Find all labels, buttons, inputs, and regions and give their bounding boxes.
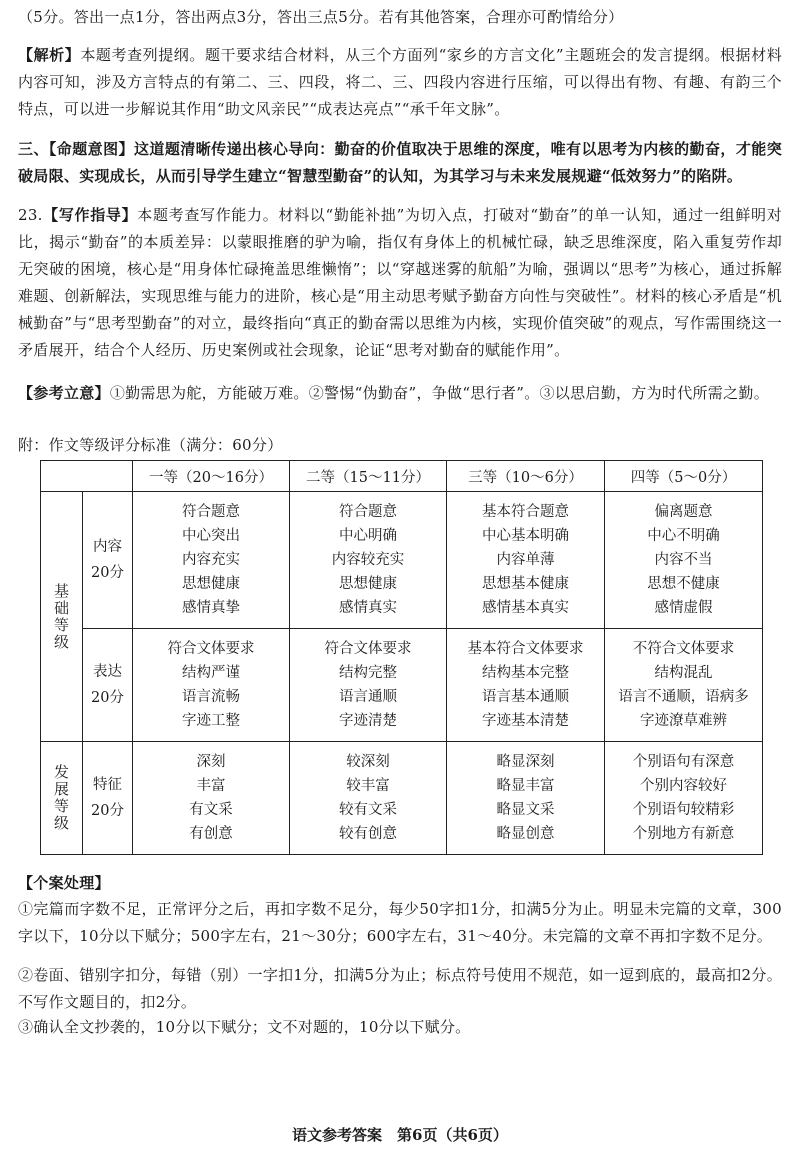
case-handling-title [18, 870, 782, 897]
group-dev-cell [41, 742, 83, 855]
intent-text: 这道题清晰传递出核心导向：勤奋的价值取决于思维的深度，唯有以思考为内核的勤奋，才能突破局限、实现成长，从而引导学生建立“智慧型勤奋”的认知，为其学习与未来发展规避“低效努力”的陷阱。 [18, 140, 782, 185]
criterion-line: 深刻 [196, 754, 226, 770]
content-grade-4 [605, 492, 763, 629]
q22-scoring-note [18, 4, 782, 31]
criterion-line: 思想基本健康 [482, 576, 569, 592]
appendix-text: 附：作文等级评分标准（满分：60分） [18, 436, 283, 454]
feature-score: 20分 [91, 803, 124, 819]
reference-text: ①勤需思为舵，方能破万难。②警惕“伪勤奋”，争做“思行者”。③以思启勤，方为时代所需之勤。 [109, 384, 769, 402]
case-rule-text: ①完篇而字数不足，正常评分之后，再扣字数不足分，每少50字扣1分，扣满5分为止。明显未完篇的文章，300字以下，10分以下赋分；500字左右，21～30分；600字左右，31～40分。未完篇的文章不再扣字数不足分。 [18, 900, 782, 945]
expression-grade-4 [605, 629, 763, 742]
header-grade-2: 二等（15～11分） [290, 461, 447, 492]
criterion-line: 个别内容较好 [640, 778, 727, 794]
criterion-line: 中心基本明确 [482, 528, 569, 544]
content-score: 20分 [91, 565, 124, 581]
content-row [41, 492, 763, 629]
criterion-line: 内容较充实 [331, 552, 405, 568]
case-rule-2 [18, 962, 782, 1016]
criterion-line: 结构混乱 [654, 665, 713, 681]
question-number: 23. [18, 206, 43, 224]
case-rule-text: ③确认全文抄袭的，10分以下赋分；文不对题的，10分以下赋分。 [18, 1018, 471, 1036]
criterion-line: 感情虚假 [654, 600, 713, 616]
feature-grade-4 [605, 742, 763, 855]
content-label: 内容 [93, 539, 122, 555]
criterion-line: 字迹基本清楚 [482, 713, 569, 729]
q23-writing-guide [18, 202, 782, 364]
content-grade-2 [290, 492, 447, 629]
criterion-line: 思想健康 [339, 576, 397, 592]
case-title-text: 【个案处理】 [18, 874, 110, 892]
grading-header-row [41, 461, 763, 492]
criterion-line: 字迹清楚 [339, 713, 397, 729]
criterion-line: 有创意 [189, 826, 233, 842]
feature-grade-1 [133, 742, 290, 855]
criterion-line: 略显创意 [496, 826, 555, 842]
criterion-line: 中心不明确 [647, 528, 720, 544]
criterion-line: 有文采 [189, 802, 233, 818]
criterion-line: 较有文采 [339, 802, 397, 818]
criterion-line: 个别语句较精彩 [632, 802, 735, 818]
reference-themes [18, 380, 782, 407]
criterion-line: 感情真挚 [182, 600, 240, 616]
header-grade-4: 四等（5～0分） [605, 461, 763, 492]
criterion-line: 中心明确 [339, 528, 397, 544]
expression-label-cell [83, 629, 133, 742]
case-rule-text: ②卷面、错别字扣分，每错（别）一字扣1分，扣满5分为止；标点符号使用不规范，如一逗到底的，最高扣2分。不写作文题目的，扣2分。 [18, 966, 782, 1011]
feature-label: 特征 [93, 777, 122, 793]
criterion-line: 符合题意 [182, 504, 240, 520]
content-grade-3 [447, 492, 605, 629]
criterion-line: 思想不健康 [647, 576, 720, 592]
criterion-line: 符合文体要求 [167, 641, 255, 657]
criterion-line: 较深刻 [346, 754, 390, 770]
content-label-cell [83, 492, 133, 629]
section-three-intent [18, 136, 782, 190]
appendix-title [18, 432, 782, 459]
criterion-line: 字迹工整 [182, 713, 240, 729]
criterion-line: 感情真实 [339, 600, 397, 616]
criterion-line: 感情基本真实 [482, 600, 569, 616]
expression-grade-1 [133, 629, 290, 742]
case-rule-1 [18, 896, 782, 950]
analysis-tag: 【解析】 [18, 46, 81, 64]
criterion-line: 结构基本完整 [482, 665, 569, 681]
header-blank-cell [41, 461, 133, 492]
group-basic-label: 基础等级 [52, 582, 70, 651]
feature-row [41, 742, 763, 855]
writing-guide-tag: 【写作指导】 [42, 206, 138, 224]
page-footer: 语文参考答案 第6页（共6页） [292, 1126, 508, 1144]
group-basic-cell [41, 492, 83, 742]
feature-grade-3 [447, 742, 605, 855]
criterion-line: 基本符合题意 [482, 504, 569, 520]
criterion-line: 内容单薄 [496, 552, 555, 568]
criterion-line: 内容不当 [654, 552, 713, 568]
criterion-line: 内容充实 [182, 552, 240, 568]
q22-scoring-text: （5分。答出一点1分，答出两点3分，答出三点5分。若有其他答案，合理亦可酌情给分） [18, 8, 624, 26]
criterion-line: 语言不通顺，语病多 [618, 689, 749, 705]
criterion-line: 语言流畅 [182, 689, 240, 705]
expression-label: 表达 [93, 664, 122, 680]
criterion-line: 较有创意 [339, 826, 397, 842]
header-grade-3: 三等（10～6分） [447, 461, 605, 492]
feature-grade-2 [290, 742, 447, 855]
reference-tag: 【参考立意】 [18, 384, 110, 402]
grading-table [40, 460, 763, 855]
expression-grade-2 [290, 629, 447, 742]
criterion-line: 语言通顺 [339, 689, 397, 705]
q22-analysis [18, 42, 782, 123]
criterion-line: 结构完整 [339, 665, 397, 681]
criterion-line: 字迹潦草难辨 [640, 713, 727, 729]
criterion-line: 符合题意 [339, 504, 397, 520]
feature-label-cell [83, 742, 133, 855]
criterion-line: 不符合文体要求 [632, 641, 735, 657]
criterion-line: 丰富 [196, 778, 226, 794]
case-rule-3 [18, 1014, 782, 1041]
intent-tag: 三、【命题意图】 [18, 140, 134, 158]
criterion-line: 略显文采 [496, 802, 555, 818]
criterion-line: 符合文体要求 [324, 641, 412, 657]
criterion-line: 语言基本通顺 [482, 689, 569, 705]
criterion-line: 个别语句有深意 [632, 754, 735, 770]
criterion-line: 较丰富 [346, 778, 390, 794]
criterion-line: 中心突出 [182, 528, 240, 544]
expression-score: 20分 [91, 690, 124, 706]
criterion-line: 思想健康 [182, 576, 240, 592]
header-grade-1: 一等（20～16分） [133, 461, 290, 492]
criterion-line: 略显深刻 [496, 754, 555, 770]
criterion-line: 偏离题意 [654, 504, 713, 520]
expression-row [41, 629, 763, 742]
expression-grade-3 [447, 629, 605, 742]
criterion-line: 基本符合文体要求 [467, 641, 584, 657]
group-dev-label: 发展等级 [52, 764, 70, 832]
content-grade-1 [133, 492, 290, 629]
writing-guide-text: 本题考查写作能力。材料以“勤能补拙”为切入点，打破对“勤奋”的单一认知，通过一组鲜明对比，揭示“勤奋”的本质差异：以蒙眼推磨的驴为喻，指仅有身体上的机械忙碌，缺乏思维深度，陷入重复劳作却无突破的困境，核心是“用身体忙碌掩盖思维懒惰”；以“穿越迷雾的航船”为喻，强调以“思考”为核心，通过拆解难题、创新解法，实现思维与能力的进阶，核心是“用主动思考赋予勤奋方向性与突破性”。材料的核心矛盾是“机械勤奋”与“思考型勤奋”的对立，最终指向“真正的勤奋需以思维为内核，实现价值突破”的观点，写作需围绕这一矛盾展开，结合个人经历、历史案例或社会现象，论证“思考对勤奋的赋能作用”。 [18, 206, 782, 359]
criterion-line: 个别地方有新意 [632, 826, 735, 842]
criterion-line: 结构严谨 [182, 665, 240, 681]
analysis-text: 本题考查列提纲。题干要求结合材料，从三个方面列“家乡的方言文化”主题班会的发言提纲。根据材料内容可知，涉及方言特点的有第二、三、四段，将二、三、四段内容进行压缩，可以得出有物、有趣、有韵三个特点，可以进一步解说其作用“助文风亲民”“成表达亮点”“承千年文脉”。 [18, 46, 782, 118]
criterion-line: 略显丰富 [496, 778, 555, 794]
